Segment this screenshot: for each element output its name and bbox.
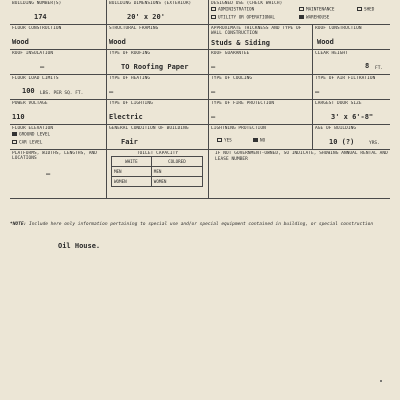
roof-guarantee-cell (208, 50, 312, 74)
floor-load-limits-cell (10, 75, 106, 99)
floor-construction-label: FLOOR CONSTRUCTION (12, 26, 62, 31)
elevation-option-ground[interactable] (12, 132, 50, 137)
use-option-utility[interactable] (211, 15, 275, 20)
form-row-1 (10, 0, 390, 25)
type-of-heating-value: — (109, 88, 114, 96)
government-owned-note: IF NOT GOVERNMENT-OWNED, SO INDICATE, SHOWING ANNUAL RENTAL AND LEASE NUMBER (215, 151, 388, 162)
checkbox-shed[interactable] (357, 7, 362, 11)
checkbox-ground-level-checked[interactable] (12, 132, 17, 136)
checkbox-administration[interactable] (211, 7, 216, 11)
general-condition-cell (106, 125, 208, 149)
checkbox-lightning-yes[interactable] (217, 138, 222, 142)
platforms-label: PLATFORMS, WIDTHS, LENGTHS, AND LOCATIONS (12, 151, 98, 161)
roof-insulation-cell (10, 50, 106, 74)
floor-elevation-label: FLOOR ELEVATION (12, 126, 54, 131)
type-of-roofing-label: TYPE OF ROOFING (109, 51, 151, 56)
floor-load-limits-label: FLOOR LOAD LIMITS (12, 76, 59, 81)
structural-framing-label: STRUCTURAL FRAMING (109, 26, 159, 31)
roof-construction-cell (312, 25, 390, 49)
use-option-shed[interactable] (357, 7, 374, 12)
use-option-maintenance[interactable] (299, 7, 334, 12)
form-row-5 (10, 100, 390, 125)
type-of-cooling-value: — (211, 88, 216, 96)
largest-door-size-cell (312, 100, 390, 124)
air-filtration-value: — (315, 88, 320, 96)
type-of-heating-cell (106, 75, 208, 99)
building-numbers-label: BUILDING NUMBER(S) (12, 1, 62, 6)
building-remark: Oil House. (58, 242, 101, 250)
wall-construction-cell (208, 25, 312, 49)
building-numbers-value: 174 (34, 13, 47, 21)
platforms-cell (10, 150, 106, 198)
note-text: Include here only information pertaining to special use and/or special equipment contained in building, or special construction (28, 222, 374, 227)
designed-use-label: DESIGNED USE (CHECK WHICH) (211, 1, 283, 6)
structural-framing-value: Wood (109, 38, 126, 46)
use-option-utility-label: UTILITY OR OPERATIONAL (218, 15, 275, 21)
floor-elevation-cell (10, 125, 106, 149)
type-of-lighting-cell (106, 100, 208, 124)
power-voltage-value: 110 (12, 113, 25, 121)
use-option-warehouse[interactable] (299, 15, 329, 20)
form-row-7 (10, 150, 390, 199)
form-row-2 (10, 25, 390, 50)
type-of-heating-label: TYPE OF HEATING (109, 76, 151, 81)
floor-construction-value: Wood (12, 38, 29, 46)
lightning-protection-cell (208, 125, 312, 149)
fire-protection-value: — (211, 113, 216, 121)
form-row-6 (10, 125, 390, 150)
lightning-option-no[interactable] (253, 138, 265, 143)
type-of-lighting-label: TYPE OF LIGHTING (109, 101, 153, 106)
designed-use-cell (208, 0, 390, 24)
type-of-cooling-cell (208, 75, 312, 99)
age-of-building-label: AGE OF BUILDING (315, 126, 357, 131)
building-numbers-cell (10, 0, 106, 24)
toilet-col-colored: COLORED (151, 157, 202, 167)
toilet-row-women-white: WOMEN (112, 177, 152, 187)
lightning-option-yes[interactable] (217, 138, 232, 143)
use-option-warehouse-label: WAREHOUSE (306, 15, 330, 21)
platforms-value: — (46, 170, 51, 178)
lightning-option-no-label: NO (260, 138, 266, 144)
form-row-4 (10, 75, 390, 100)
roof-construction-value: Wood (317, 38, 334, 46)
floor-load-limits-unit: LBS. PER SQ. FT. (40, 91, 84, 96)
general-condition-label: GENERAL CONDITION OF BUILDING (109, 126, 189, 131)
clear-height-cell (312, 50, 390, 74)
elevation-option-car[interactable] (12, 140, 42, 145)
building-dimensions-cell (106, 0, 208, 24)
roof-insulation-value: — (40, 63, 45, 71)
use-option-administration-label: ADMINISTRATION (218, 7, 255, 13)
toilet-capacity-label: TOILET CAPACITY (136, 151, 179, 156)
toilet-col-white: WHITE (112, 157, 152, 167)
roof-guarantee-value: — (211, 63, 216, 71)
clear-height-value: 8 (365, 62, 370, 70)
wall-construction-value: Studs & Siding (211, 39, 271, 47)
type-of-lighting-value: Electric (109, 113, 143, 121)
form-row-3 (10, 50, 390, 75)
largest-door-size-label: LARGEST DOOR SIZE (315, 101, 362, 106)
toilet-row-men-white: MEN (112, 167, 152, 177)
power-voltage-label: POWER VOLTAGE (12, 101, 48, 106)
largest-door-size-value: 3' x 6'-8" (331, 113, 374, 121)
use-option-maintenance-label: MAINTENANCE (306, 7, 335, 13)
age-of-building-value: 10 (?) (329, 138, 355, 146)
roof-construction-label: ROOF CONSTRUCTION (315, 26, 362, 31)
special-instructions-note: *NOTE: Include here only information pertaining to special use and/or special equipment contained in building, or special construction (10, 222, 374, 227)
toilet-row-men-colored: MEN (151, 167, 202, 177)
type-of-roofing-value: TO Roofing Paper (121, 63, 189, 71)
type-of-cooling-label: TYPE OF COOLING (211, 76, 253, 81)
age-of-building-unit: YRS. (369, 141, 380, 146)
wall-construction-label: APPROXIMATE THICKNESS AND TYPE OF WALL CONSTRUCTION (211, 26, 302, 36)
building-dimensions-label: BUILDING DIMENSIONS (EXTERIOR) (109, 1, 192, 6)
fire-protection-label: TYPE OF FIRE PROTECTION (211, 101, 275, 106)
elevation-option-ground-label: GROUND LEVEL (19, 132, 51, 138)
checkbox-warehouse-checked[interactable] (299, 15, 304, 19)
toilet-row-women-colored: WOMEN (151, 177, 202, 187)
clear-height-label: CLEAR HEIGHT (315, 51, 348, 56)
fire-protection-cell (208, 100, 312, 124)
roof-insulation-label: ROOF INSULATION (12, 51, 54, 56)
use-option-shed-label: SHED (364, 7, 375, 13)
elevation-option-car-label: CAR LEVEL (19, 140, 43, 146)
air-filtration-label: TYPE OF AIR FILTRATION (315, 76, 376, 81)
checkbox-maintenance[interactable] (299, 7, 304, 11)
age-of-building-cell (312, 125, 390, 149)
checkbox-lightning-no-checked[interactable] (253, 138, 258, 142)
building-dimensions-value: 20' x 20' (127, 13, 165, 21)
roof-guarantee-label: ROOF GUARANTEE (211, 51, 250, 56)
lightning-protection-label: LIGHTNING PROTECTION (211, 126, 266, 131)
checkbox-utility[interactable] (211, 15, 216, 19)
toilet-capacity-cell (106, 150, 208, 198)
general-condition-value: Fair (121, 138, 138, 146)
toilet-capacity-table (111, 156, 203, 187)
clear-height-unit: FT. (375, 66, 384, 71)
lightning-option-yes-label: YES (224, 138, 232, 144)
use-option-administration[interactable] (211, 7, 254, 12)
floor-load-limits-value: 100 (22, 87, 35, 95)
checkbox-car-level[interactable] (12, 140, 17, 144)
type-of-roofing-cell (106, 50, 208, 74)
building-record-form (10, 0, 390, 400)
power-voltage-cell (10, 100, 106, 124)
structural-framing-cell (106, 25, 208, 49)
air-filtration-cell (312, 75, 390, 99)
government-owned-cell (208, 150, 390, 198)
floor-construction-cell (10, 25, 106, 49)
margin-mark (380, 380, 382, 382)
